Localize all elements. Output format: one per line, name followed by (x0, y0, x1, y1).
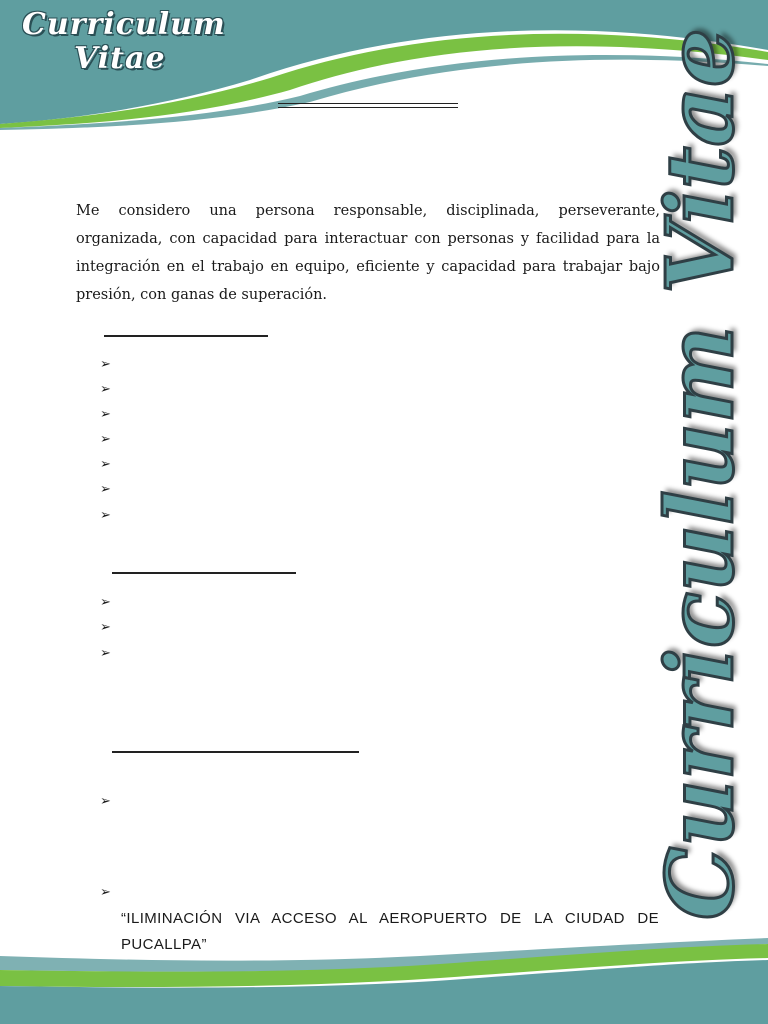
bullet-icon: ➢ (100, 457, 111, 472)
bullet-icon: ➢ (100, 794, 111, 809)
bullet-icon: ➢ (100, 595, 111, 610)
bullet-icon: ➢ (100, 382, 111, 397)
side-title-curriculum-vitae: Curriculum Vitae (646, 28, 754, 920)
bullet-icon: ➢ (100, 432, 111, 447)
section-heading-rule-2 (112, 572, 296, 574)
title-underline (278, 103, 458, 108)
logo-line-2: Vitae (74, 41, 166, 76)
profile-paragraph: Me considero una persona responsable, disciplinada, perseverante, organizada, con capacidad para interactuar con personas y facilidad para la integración en el trabajo en equipo, eficiente y capacidad para trabajar bajo presión, con ganas de superación. (76, 203, 660, 303)
project-title: “ILIMINACIÓN VIA ACCESO AL AEROPUERTO DE LA CIUDAD DE PUCALLPA” (121, 910, 659, 953)
section-heading-rule-3 (112, 751, 359, 753)
footer-banner (0, 934, 768, 1024)
bullet-icon: ➢ (100, 508, 111, 523)
logo-title (22, 8, 226, 76)
bullet-icon: ➢ (100, 357, 111, 372)
bullet-icon: ➢ (100, 646, 111, 661)
section-heading-rule-1 (104, 335, 268, 337)
bullet-icon: ➢ (100, 407, 111, 422)
bullet-icon: ➢ (100, 885, 111, 900)
bullet-icon: ➢ (100, 620, 111, 635)
logo-line-1: Curriculum (22, 7, 226, 42)
bullet-icon: ➢ (100, 482, 111, 497)
